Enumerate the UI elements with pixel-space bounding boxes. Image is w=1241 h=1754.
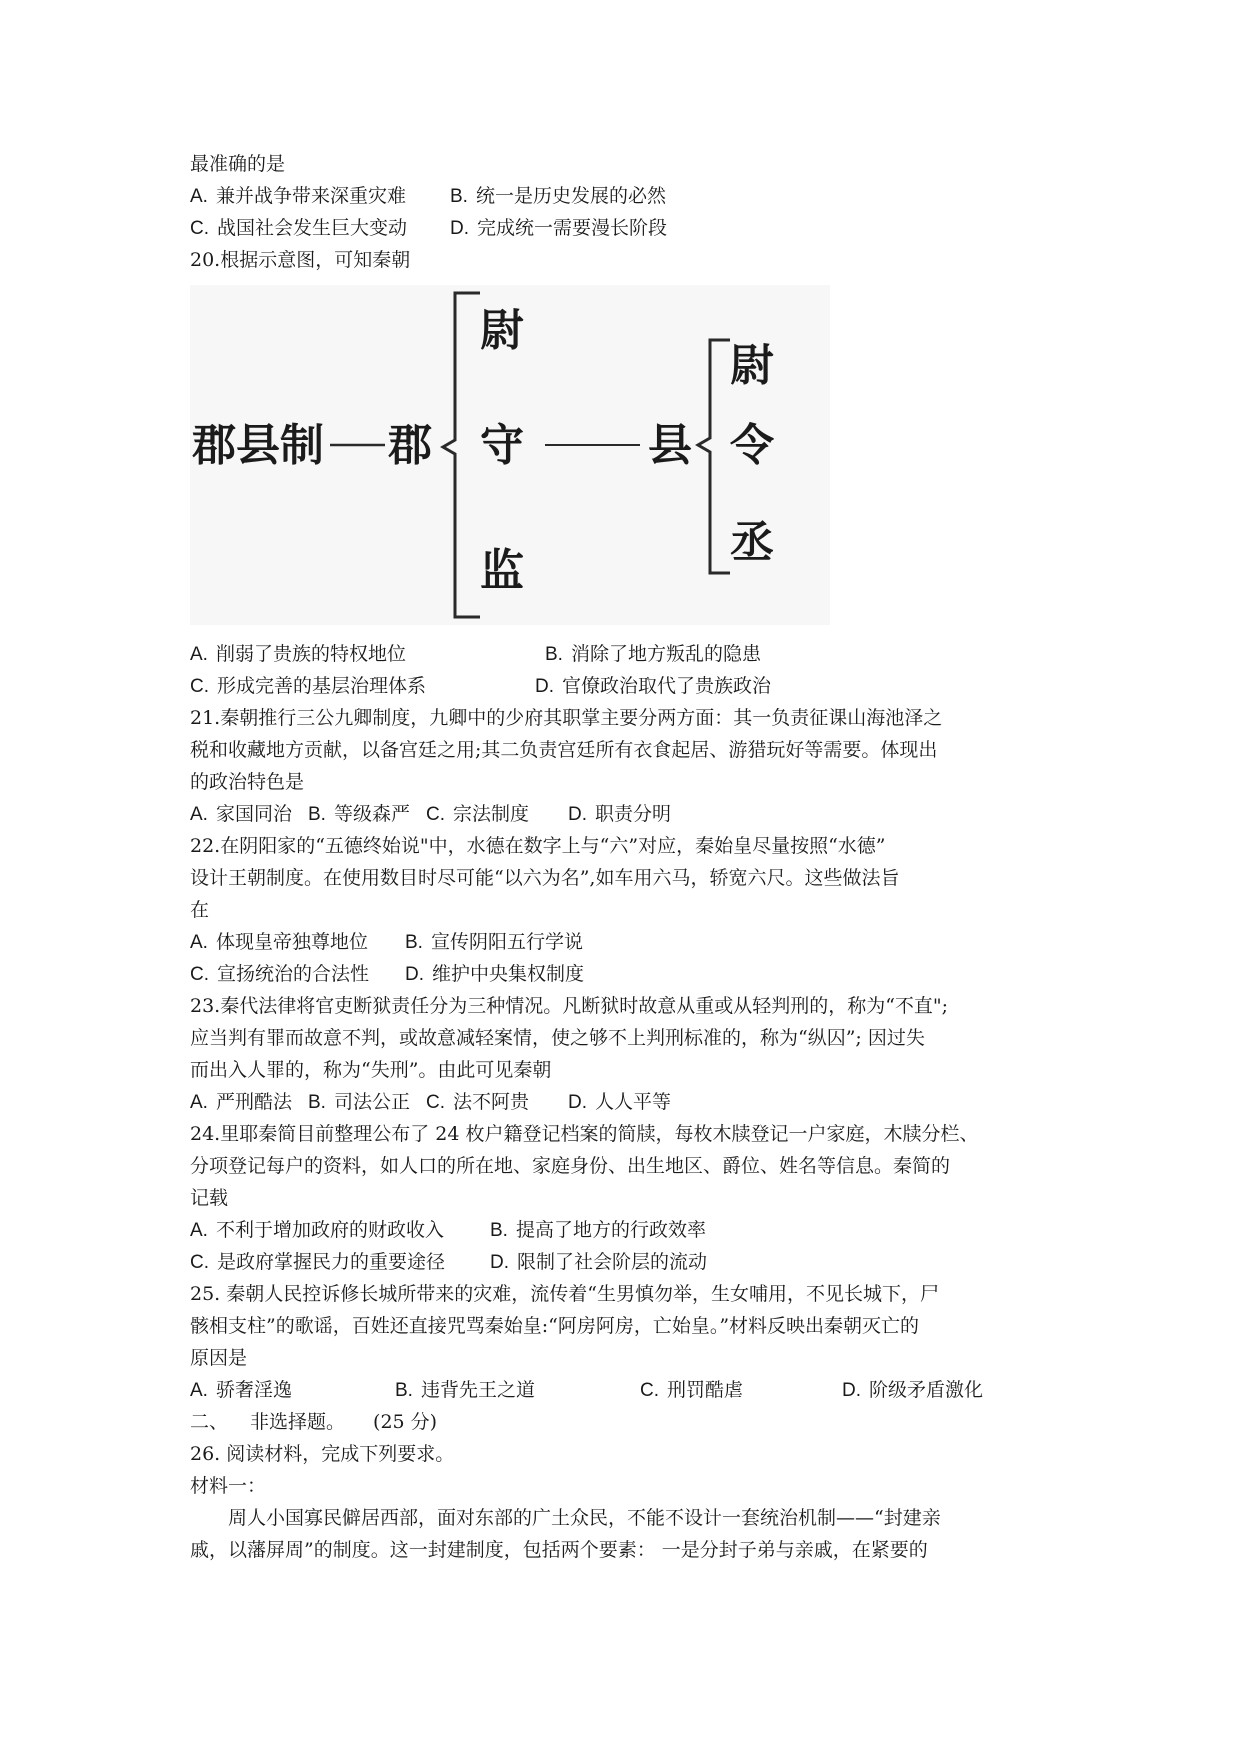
- diagram-brace-county: [698, 340, 730, 573]
- q23-stem-line-1: 23.秦代法律将官吏断狱责任分为三种情况。凡断狱时故意从重或从轻判刑的，称为“不直";: [190, 995, 949, 1017]
- q25-stem-line-1: 25. 秦朝人民控诉修长城所带来的灾难，流传着“生男慎勿举，生女哺用，不见长城下，尸: [190, 1283, 939, 1305]
- section-number: 二、: [190, 1411, 229, 1433]
- diagram-county-label: 县: [648, 420, 692, 471]
- q19-stem-continuation: 最准确的是: [190, 153, 286, 175]
- diagram-county-official-1: 尉: [730, 340, 774, 391]
- q20-option-d[interactable]: D. 官僚政治取代了贵族政治: [535, 675, 772, 697]
- q24-stem-line-2: 分项登记每户的资料，如人口的所在地、家庭身份、出生地区、爵位、姓名等信息。秦简的: [190, 1155, 951, 1177]
- q22-options-row-1: [190, 928, 583, 956]
- q24-options-row-2: [190, 1248, 707, 1276]
- q23-option-d[interactable]: D. 人人平等: [568, 1091, 672, 1113]
- q22-option-b[interactable]: B. 宣传阴阳五行学说: [405, 931, 583, 953]
- q20-option-a[interactable]: A. 削弱了贵族的特权地位: [190, 643, 406, 665]
- q21-stem-line-3: 的政治特色是: [190, 771, 305, 793]
- q21-option-c[interactable]: C. 宗法制度: [426, 803, 530, 825]
- q25-stem-line-3: 原因是: [190, 1347, 248, 1369]
- q26-material-line-1: 周人小国寡民僻居西部，面对东部的广土众民，不能不设计一套统治机制——“封建亲: [228, 1507, 941, 1529]
- q22-option-c[interactable]: C. 宣扬统治的合法性: [190, 963, 370, 985]
- q20-options-row-1: [190, 640, 761, 668]
- q22-option-d[interactable]: D. 维护中央集权制度: [405, 963, 585, 985]
- section-heading: [190, 1408, 437, 1436]
- q23-stem-line-2: 应当判有罪而故意不判，或故意减轻案情，使之够不上判刑标准的，称为“纵囚”; 因过失: [190, 1027, 925, 1049]
- q24-option-d[interactable]: D. 限制了社会阶层的流动: [490, 1251, 708, 1273]
- q22-stem-line-1: 22.在阴阳家的“五德终始说"中，水德在数字上与“六”对应，秦始皇尽量按照“水德”: [190, 835, 886, 857]
- q24-stem-line-1: 24.里耶秦简目前整理公布了 24 枚户籍登记档案的简牍，每枚木牍登记一户家庭，木牍分栏、: [190, 1123, 979, 1145]
- q20-option-c[interactable]: C. 形成完善的基层治理体系: [190, 675, 427, 697]
- q25-option-c[interactable]: C. 刑罚酷虐: [640, 1379, 744, 1401]
- q23-option-b[interactable]: B. 司法公正: [308, 1091, 410, 1113]
- q19-option-b[interactable]: B. 统一是历史发展的必然: [450, 185, 666, 207]
- q24-stem-line-3: 记载: [190, 1187, 229, 1209]
- q25-options-row: [190, 1376, 983, 1404]
- section-score: (25 分): [373, 1411, 438, 1433]
- diagram-commandery-official-3: 监: [480, 545, 524, 596]
- diagram-brace-commandery: [443, 293, 480, 617]
- diagram-root-label: 郡县制: [192, 420, 324, 471]
- q26-stem: 26. 阅读材料，完成下列要求。: [190, 1443, 455, 1465]
- q21-option-a[interactable]: A. 家国同治: [190, 803, 292, 825]
- q19-options-row-2: [190, 214, 667, 242]
- q22-option-a[interactable]: A. 体现皇帝独尊地位: [190, 931, 368, 953]
- q23-stem-line-3: 而出入人罪的，称为“失刑”。由此可见秦朝: [190, 1059, 552, 1081]
- section-title: 非选择题。: [250, 1411, 346, 1433]
- q25-option-a[interactable]: A. 骄奢淫逸: [190, 1379, 292, 1401]
- q24-option-c[interactable]: C. 是政府掌握民力的重要途径: [190, 1251, 446, 1273]
- q26-material-label: 材料一：: [190, 1475, 267, 1497]
- q19-options-row-1: [190, 182, 666, 210]
- q19-option-a[interactable]: A. 兼并战争带来深重灾难: [190, 185, 406, 207]
- diagram-commandery-label: 郡: [388, 420, 432, 471]
- q22-options-row-2: [190, 960, 584, 988]
- q21-option-d[interactable]: D. 职责分明: [568, 803, 672, 825]
- q23-option-a[interactable]: A. 严刑酷法: [190, 1091, 292, 1113]
- q19-option-d[interactable]: D. 完成统一需要漫长阶段: [450, 217, 668, 239]
- q23-options-row: [190, 1088, 671, 1116]
- q26-material-line-2: 戚，以藩屏周”的制度。这一封建制度，包括两个要素： 一是分封子弟与亲戚，在紧要的: [190, 1539, 928, 1561]
- county-system-diagram: [190, 285, 830, 625]
- q24-options-row-1: [190, 1216, 706, 1244]
- q25-option-d[interactable]: D. 阶级矛盾激化: [842, 1379, 984, 1401]
- diagram-commandery-official-1: 尉: [480, 305, 524, 356]
- q21-options-row: [190, 800, 671, 828]
- q20-stem: 20.根据示意图，可知秦朝: [190, 249, 411, 271]
- q21-stem-line-2: 税和收藏地方贡献，以备宫廷之用;其二负责宫廷所有衣食起居、游猎玩好等需要。体现出: [190, 739, 938, 761]
- q19-option-c[interactable]: C. 战国社会发生巨大变动: [190, 217, 408, 239]
- q22-stem-line-3: 在: [190, 899, 210, 921]
- q21-option-b[interactable]: B. 等级森严: [308, 803, 410, 825]
- q21-stem-line-1: 21.秦朝推行三公九卿制度，九卿中的少府其职掌主要分两方面：其一负责征课山海池泽之: [190, 707, 943, 729]
- q24-option-a[interactable]: A. 不利于增加政府的财政收入: [190, 1219, 444, 1241]
- diagram-commandery-official-2: 守: [480, 420, 524, 471]
- diagram-county-official-3: 丞: [730, 517, 774, 568]
- q24-option-b[interactable]: B. 提高了地方的行政效率: [490, 1219, 706, 1241]
- q20-option-b[interactable]: B. 消除了地方叛乱的隐患: [545, 643, 761, 665]
- q25-option-b[interactable]: B. 违背先王之道: [395, 1379, 535, 1401]
- q23-option-c[interactable]: C. 法不阿贵: [426, 1091, 530, 1113]
- q25-stem-line-2: 骸相支柱”的歌谣，百姓还直接咒骂秦始皇:“阿房阿房，亡始皇。”材料反映出秦朝灭亡的: [190, 1315, 920, 1337]
- q22-stem-line-2: 设计王朝制度。在使用数目时尽可能“以六为名”,如车用六马，轿宽六尺。这些做法旨: [190, 867, 900, 889]
- diagram-county-official-2: 令: [730, 420, 774, 471]
- q20-options-row-2: [190, 672, 771, 700]
